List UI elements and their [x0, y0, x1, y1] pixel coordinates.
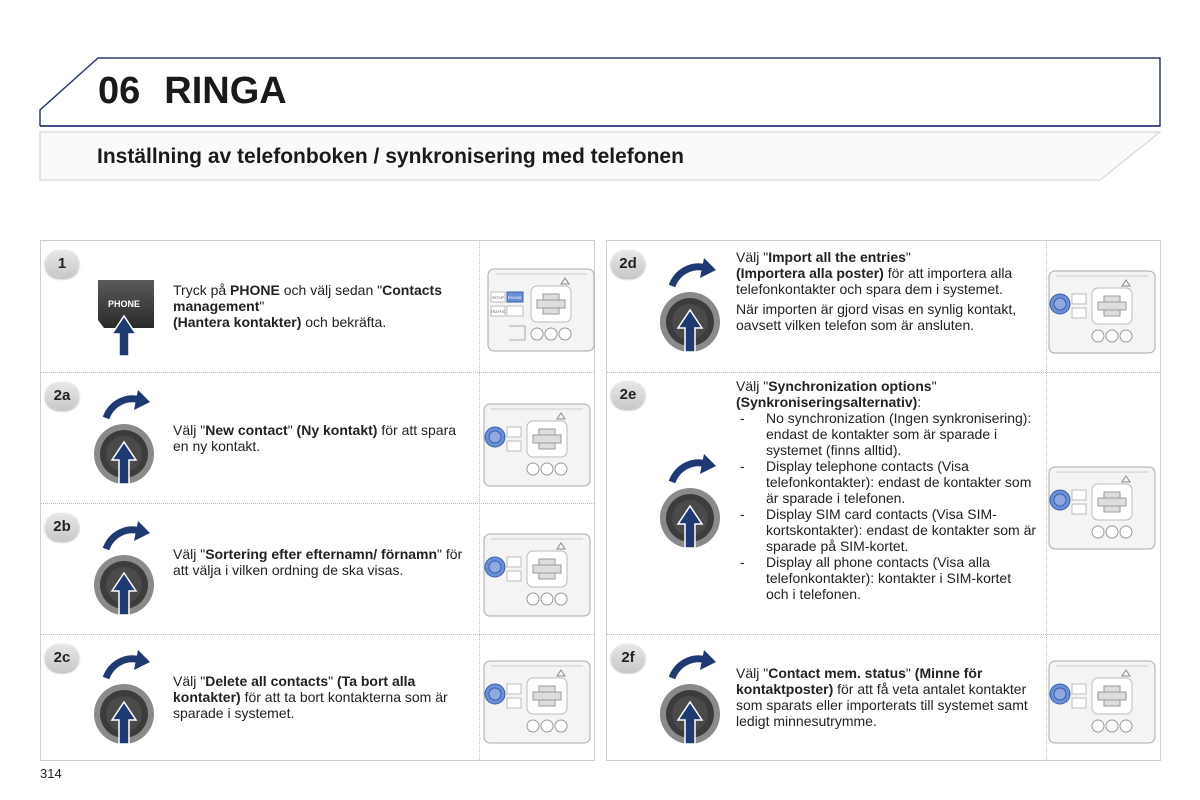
chapter-heading [98, 70, 287, 113]
device-phone-label: PHONE [507, 295, 523, 300]
step-2f-text: Välj "Contact mem. status" (Minne för kontaktposter) för att få veta antalet kontakter som sparats eller importerats till systemet samt ledigt minnesutrymme. [736, 665, 1028, 729]
step-badge: 2d [611, 250, 645, 278]
list-item: - Display SIM card contacts (Visa SIM-kortskontakter): endast de kontakter som är sparade på SIM-kortet. [736, 506, 1036, 554]
radio-panel-icon [1048, 466, 1156, 550]
row-divider [41, 372, 594, 373]
rotate-knob-icon [88, 648, 168, 748]
right-column-divider [1046, 241, 1047, 760]
device-setup-label: SETUP [492, 296, 504, 300]
row-divider [41, 634, 594, 635]
section-title: Inställning av telefonboken / synkronisering med telefonen [97, 145, 684, 168]
radio-panel-icon [1048, 270, 1156, 354]
step-1-text: Tryck på PHONE och välj sedan "Contacts management" (Hantera kontakter) och bekräfta. [173, 282, 443, 330]
row-divider [607, 634, 1160, 635]
radio-panel-icon [483, 533, 591, 617]
step-badge: 2e [611, 381, 645, 409]
rotate-knob-icon [654, 648, 734, 748]
step-badge: 2b [45, 513, 79, 541]
step-badge: 2a [45, 382, 79, 410]
step-2e-text: Välj "Synchronization options" (Synkroniseringsalternativ): - No synchronization (Ingen synkronisering): endast de kontakter som är sparade i systemet (finns alltid). - Display telephone contacts (Visa telefonkontakter): endast de kontakter som är sparade i telefonen. - Display SIM card contacts (Visa SIM-kortskontakter): endast de kontakter som är sparade på SIM-kortet. - Display all phone contacts (Visa alla telefonkontakter): kontakter i SIM-kortet och i telefonen. [736, 378, 1036, 602]
radio-panel-icon [487, 268, 595, 352]
phone-button-label: PHONE [107, 299, 141, 309]
chapter-title: RINGA [164, 70, 287, 112]
step-badge: 2c [45, 644, 79, 672]
list-item: - Display telephone contacts (Visa telefonkontakter): endast de kontakter som är sparade i telefonen. [736, 458, 1036, 506]
chapter-number: 06 [98, 70, 141, 112]
step-2b-text: Välj "Sortering efter efternamn/ förnamn" för att välja i vilken ordning de ska visas. [173, 546, 463, 578]
radio-panel-icon [483, 660, 591, 744]
step-2a-text: Välj "New contact" (Ny kontakt) för att spara en ny kontakt. [173, 422, 457, 454]
list-item: - No synchronization (Ingen synkronisering): endast de kontakter som är sparade i systemet (finns alltid). [736, 410, 1036, 458]
phone-button-icon [90, 278, 160, 358]
radio-panel-icon [1048, 660, 1156, 744]
radio-panel-icon [483, 403, 591, 487]
rotate-knob-icon [88, 519, 168, 619]
rotate-knob-icon [88, 388, 168, 488]
rotate-knob-icon [654, 256, 734, 356]
list-item: - Display all phone contacts (Visa alla telefonkontakter): kontakter i SIM-kortet och i telefonen. [736, 554, 1036, 602]
sync-options-list [736, 410, 1036, 602]
step-2d-note: När importen är gjord visas en synlig kontakt, oavsett vilken telefon som är ansluten. [736, 301, 1017, 333]
step-badge: 1 [45, 250, 79, 278]
step-2c-text: Välj "Delete all contacts" (Ta bort alla kontakter) för att ta bort kontakterna som är sparade i systemet. [173, 673, 448, 721]
row-divider [607, 372, 1160, 373]
step-badge: 2f [611, 644, 645, 672]
row-divider [41, 503, 594, 504]
rotate-knob-icon [654, 452, 734, 552]
page-number: 314 [40, 766, 62, 781]
device-traffic-label: TRAFFIC [490, 310, 506, 314]
step-2d-text: Välj "Import all the entries" (Importera alla poster) för att importera alla telefonkontakter och spara dem i systemet. När importen är gjord visas en synlig kontakt, oavsett vilken telefon som är ansluten. [736, 249, 1036, 333]
left-column-divider [479, 241, 480, 760]
